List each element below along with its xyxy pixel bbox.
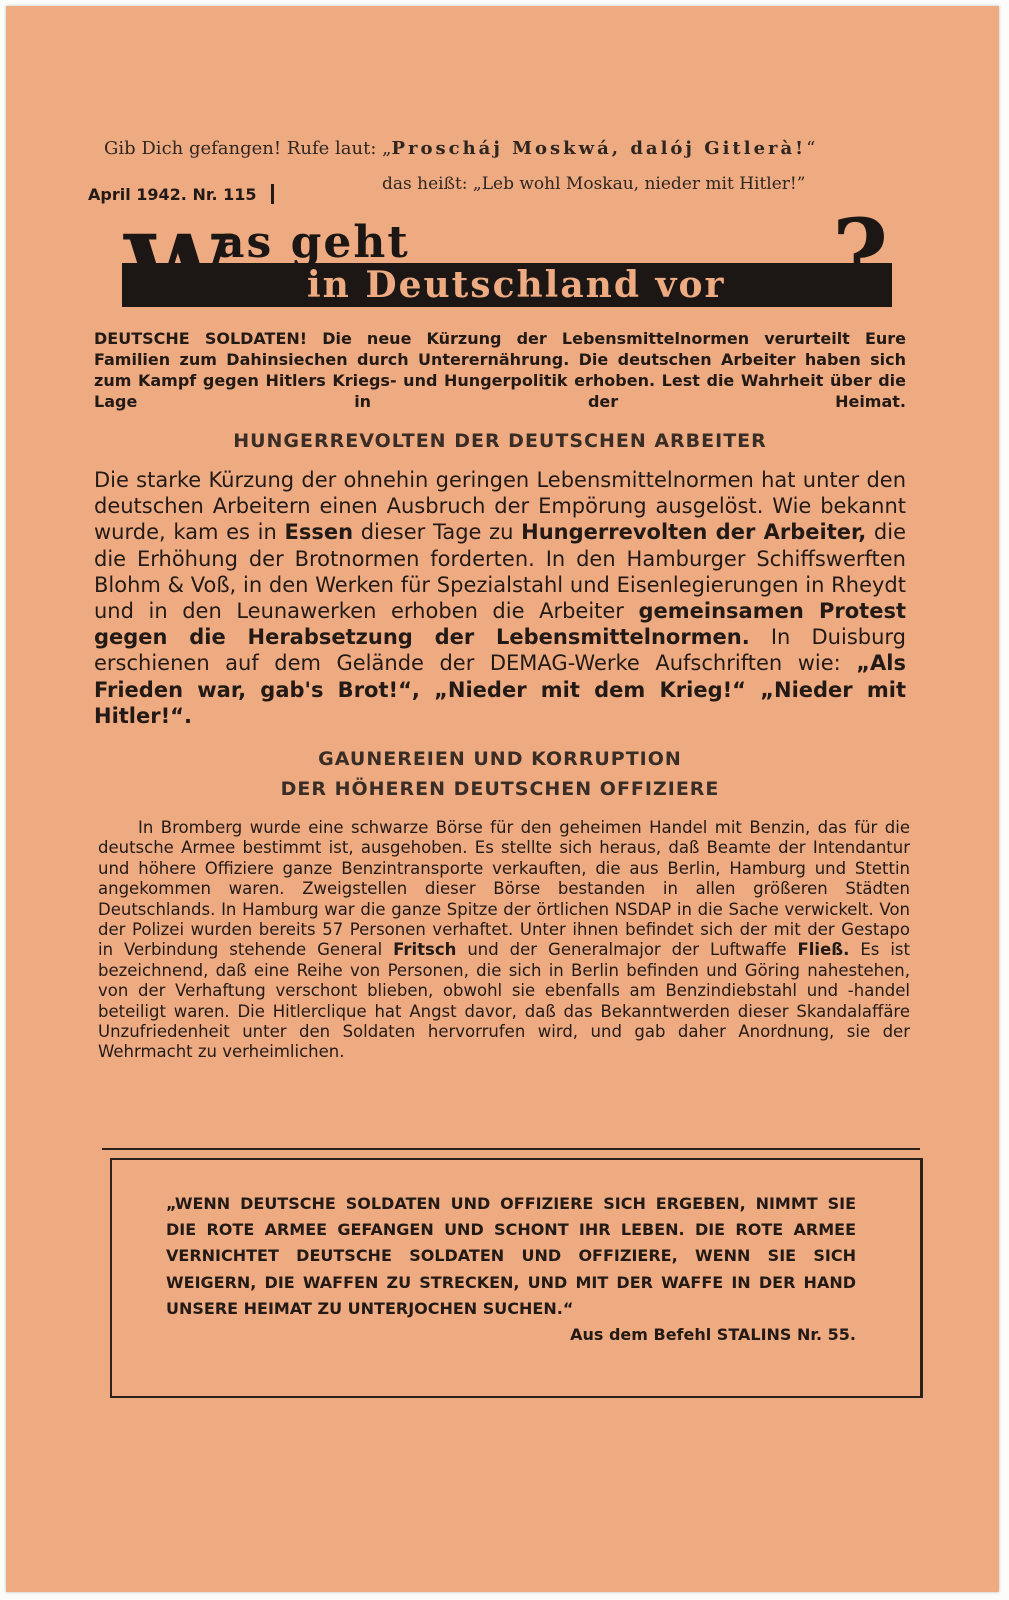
section2-heading-line1: GAUNEREIEN UND KORRUPTION [318, 748, 682, 770]
s1-bold4: „Als Frieden war, gab's Brot!“, „Nieder mit dem Krieg!“ „Nieder mit Hitler!“. [94, 651, 906, 728]
issue-number [88, 184, 274, 204]
s1-text3: die die Erhöhung der Brotnormen forderten. In den Hamburger Schiffswerften Blohm & Voß, in den Werken für Spezialstahl und Eisenlegierungen in Rheydt und in den Leunawerken erhoben die Arbeiter [94, 520, 907, 624]
section2-heading-line2: DER HÖHEREN DEUTSCHEN OFFIZIERE [280, 778, 720, 800]
masthead-line2: in Deutschland vor [307, 264, 726, 306]
slogan-russian: Proscháj Moskwá, dalój Gitlerà! [391, 138, 807, 159]
s1-bold2: Hungerrevolten der Arbeiter, [521, 520, 867, 545]
s1-text4: In Duisburg erschienen auf dem Gelände der DEMAG-Werke Aufschriften wie: [94, 625, 906, 676]
masthead [122, 198, 892, 327]
masthead-question-mark: ? [832, 198, 889, 311]
section2-body [98, 818, 910, 1063]
s1-bold3: gemeinsamen Protest gegen die Herabsetzung der Lebensmittelnormen. [94, 599, 906, 650]
section2-heading [94, 744, 906, 804]
s1-bold1: Essen [284, 520, 354, 545]
surrender-slogan [104, 138, 815, 159]
issue-divider [271, 184, 274, 204]
masthead-initial: W [124, 214, 232, 327]
slogan-prefix: Gib Dich gefangen! Rufe laut: „ [104, 138, 392, 159]
s2-text3: Es ist bezeichnend, daß eine Reihe von Personen, die sich in Berlin befinden und Göring nahestehen, von der Verhaftung verschont blieben, obwohl sie ebenfalls am Benzindiebstahl und -handel beteiligt waren. Die Hitlerclique hat Angst davor, daß das Bekanntwerden dieser Skandalaffäre Unzufriedenheit unter den Soldaten hervorrufen wird, und gab daher Anordnung, sie der Wehrmacht zu verheimlichen. [98, 940, 910, 1062]
section1-heading: HUNGERREVOLTEN DER DEUTSCHEN ARBEITER [233, 430, 767, 452]
intro-paragraph: DEUTSCHE SOLDATEN! Die neue Kürzung der Lebensmittelnormen verurteilt Eure Familien zum Dahinsiechen durch Unterernährung. Die deutschen Arbeiter haben sich zum Kampf gegen Hitlers Kriegs- und Hungerpolitik erhoben. Lest die Wahrheit über die Lage in der Heimat. [94, 329, 906, 411]
slogan-suffix: “ [806, 138, 816, 159]
section1-body [94, 467, 906, 729]
issue-label: April 1942. Nr. 115 [88, 185, 257, 204]
s2-bold2: Fließ. [797, 940, 850, 960]
leaflet-sheet [6, 6, 999, 1592]
s1-text2: dieser Tage zu [353, 520, 522, 545]
quote-source: Aus dem Befehl STALINS Nr. 55. [570, 1325, 856, 1345]
quote-text: „WENN DEUTSCHE SOLDATEN UND OFFIZIERE SICH ERGEBEN, NIMMT SIE DIE ROTE ARMEE GEFANGEN UND SCHONT IHR LEBEN. DIE ROTE ARMEE VERNICHTET DEUTSCHE SOLDATEN UND OFFIZIERE, WENN SIE SICH WEIGERN, DIE WAFFEN ZU STRECKEN, UND MIT DER WAFFE IN DER HAND UNSERE HEIMAT ZU UNTERJOCHEN SUCHEN.“ [166, 1194, 856, 1318]
masthead-line1: as geht [216, 217, 410, 268]
s1-text1: Die starke Kürzung der ohnehin geringen Lebensmittelnormen hat unter den deutschen Arbeitern einen Ausbruch der Empörung ausgelöst. Wie bekannt wurde, kam es in [94, 468, 906, 545]
slogan-translation: das heißt: „Leb wohl Moskau, nieder mit Hitler!” [382, 174, 806, 194]
s2-text1: In Bromberg wurde eine schwarze Börse für den geheimen Handel mit Benzin, das für die deutsche Armee bestimmt ist, ausgehoben. Es stellte sich heraus, daß Beamte der Intendantur und höhere Offiziere ganze Benzintransporte verkauften, die aus Berlin, Hamburg und Stettin angekommen waren. Zweigstellen dieser Börse bestanden in allen größeren Städten Deutschlands. In Hamburg war die ganze Spitze der örtlichen NSDAP in die Sache verwickelt. Von der Polizei wurden bereits 57 Personen verhaftet. Unter ihnen befindet sich der mit der Gestapo in Verbindung stehende General [98, 818, 910, 960]
s2-text2: und der Generalmajor der Luftwaffe [456, 940, 798, 960]
s2-bold1: Fritsch [393, 940, 457, 960]
stalin-quote [166, 1191, 856, 1348]
